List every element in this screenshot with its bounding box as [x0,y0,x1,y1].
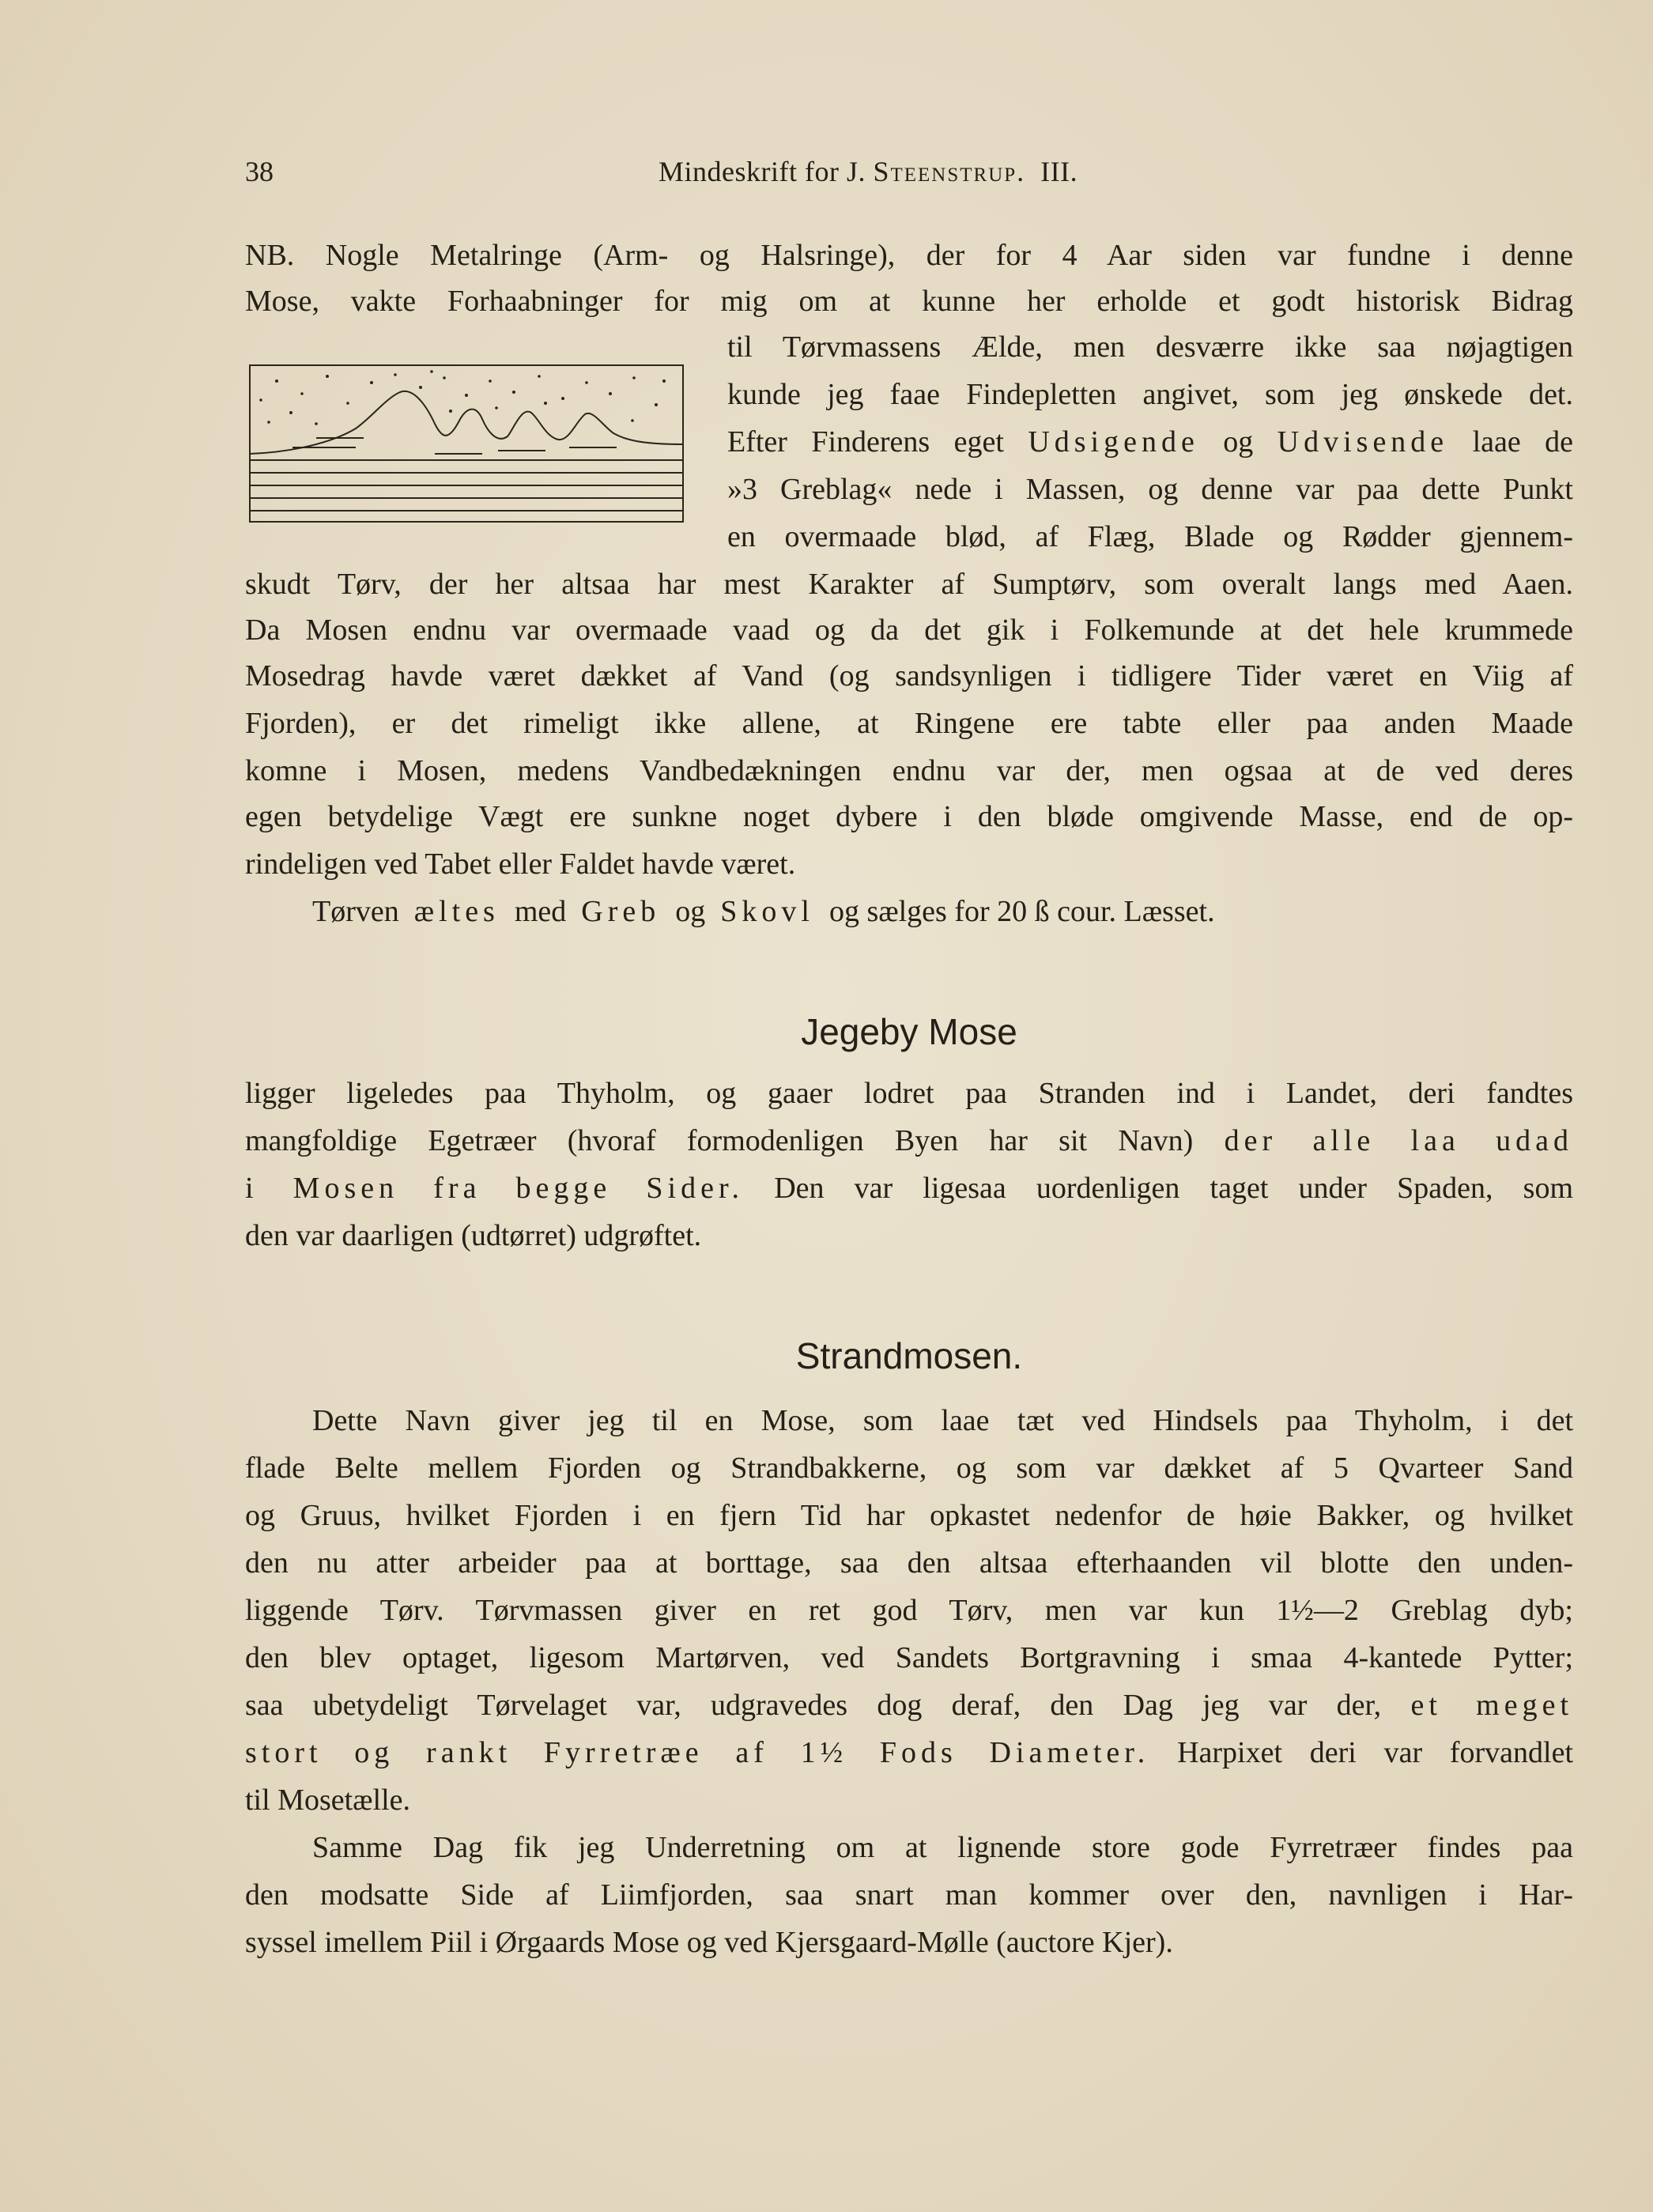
text-line: kunde jeg faae Findepletten angivet, som jeg ønskede det. [727,378,1573,411]
text-line: Samme Dag fik jeg Underretning om at lignende store gode Fyrretræer findes paa [312,1831,1573,1864]
text-line: Da Mosen endnu var overmaade vaad og da det gik i Folkemunde at det hele krummede [245,613,1573,647]
running-title: Mindeskrift for J. Steenstrup. III. [659,156,1078,187]
running-header [245,155,1273,202]
text-line: til Tørvmassens Ælde, men desværre ikke saa nøjagtigen [727,330,1573,364]
text-line: Tørven æltes med Greb og Skovl og sælges for 20 ß cour. Læsset. [312,895,1215,928]
page-number: 38 [245,156,274,187]
text-line: i Mosen fra begge Sider. Den var ligesaa uordenligen taget under Spaden, som [245,1172,1574,1205]
text-line: den nu atter arbeider paa at borttage, saa den altsaa efterhaanden vil blotte den unden- [245,1546,1573,1580]
text-line: til Mosetælle. [245,1784,410,1817]
text-line: rindeligen ved Tabet eller Faldet havde været. [245,847,796,881]
text-line: den blev optaget, ligesom Martørven, ved Sandets Bortgravning i smaa 4-kantede Pytter; [245,1641,1573,1674]
section-heading: Strandmosen. [795,1335,1023,1376]
text-line: Efter Finderens eget Udsigende og Udvisende laae de [727,425,1574,459]
text-line: flade Belte mellem Fjorden og Strandbakkerne, og som var dækket af 5 Qvarteer Sand [245,1451,1573,1485]
section-heading: Jegeby Mose [801,1011,1017,1052]
text-line: en overmaade blød, af Flæg, Blade og Rødder gjennem- [727,520,1573,553]
text-line: den modsatte Side af Liimfjorden, saa snart man kommer over den, navnligen i Har- [245,1878,1573,1912]
text-line: Fjorden), er det rimeligt ikke allene, at Ringene ere tabte eller paa anden Maade [245,707,1573,740]
text-line: »3 Greblag« nede i Massen, og denne var paa dette Punkt [727,473,1573,506]
text-line: egen betydelige Vægt ere sunkne noget dybere i den bløde omgivende Masse, end de op- [245,800,1573,833]
text-line: saa ubetydeligt Tørvelaget var, udgravedes dog deraf, den Dag jeg var der, et meget [245,1689,1574,1722]
text-line: Mose, vakte Forhaabninger for mig om at kunne her erholde et godt historisk Bidrag [245,285,1573,318]
text-line: den var daarligen (udtørret) udgrøftet. [245,1219,702,1252]
text-line: skudt Tørv, der her altsaa har mest Karakter af Sumptørv, som overalt langs med Aaen. [245,568,1573,601]
text-line: Dette Navn giver jeg til en Mose, som laae tæt ved Hindsels paa Thyholm, i det [312,1404,1573,1437]
text-line: ligger ligeledes paa Thyholm, og gaaer lodret paa Stranden ind i Landet, deri fandtes [245,1077,1573,1110]
text-line: stort og rankt Fyrretræe af 1½ Fods Diameter. Harpixet deri var forvandlet [245,1736,1573,1769]
text-line: og Gruus, hvilket Fjorden i en fjern Tid har opkastet nedenfor de høie Bakker, og hvilket [245,1499,1573,1532]
text-line: NB. Nogle Metalringe (Arm- og Halsringe), der for 4 Aar siden var fundne i denne [245,239,1573,272]
text-line: liggende Tørv. Tørvmassen giver en ret god Tørv, men var kun 1½—2 Greblag dyb; [245,1594,1573,1627]
bog-cross-section-figure [245,357,688,523]
text-line: komne i Mosen, medens Vandbedækningen endnu var der, men ogsaa at de ved deres [245,754,1573,787]
text-line: syssel imellem Piil i Ørgaards Mose og ved Kjersgaard-Mølle (auctore Kjer). [245,1926,1173,1959]
text-line: Mosedrag havde været dækket af Vand (og sandsynligen i tidligere Tider været en Viig af [245,659,1573,693]
text-line: mangfoldige Egetræer (hvoraf formodenligen Byen har sit Navn) der alle laa udad [245,1124,1574,1157]
